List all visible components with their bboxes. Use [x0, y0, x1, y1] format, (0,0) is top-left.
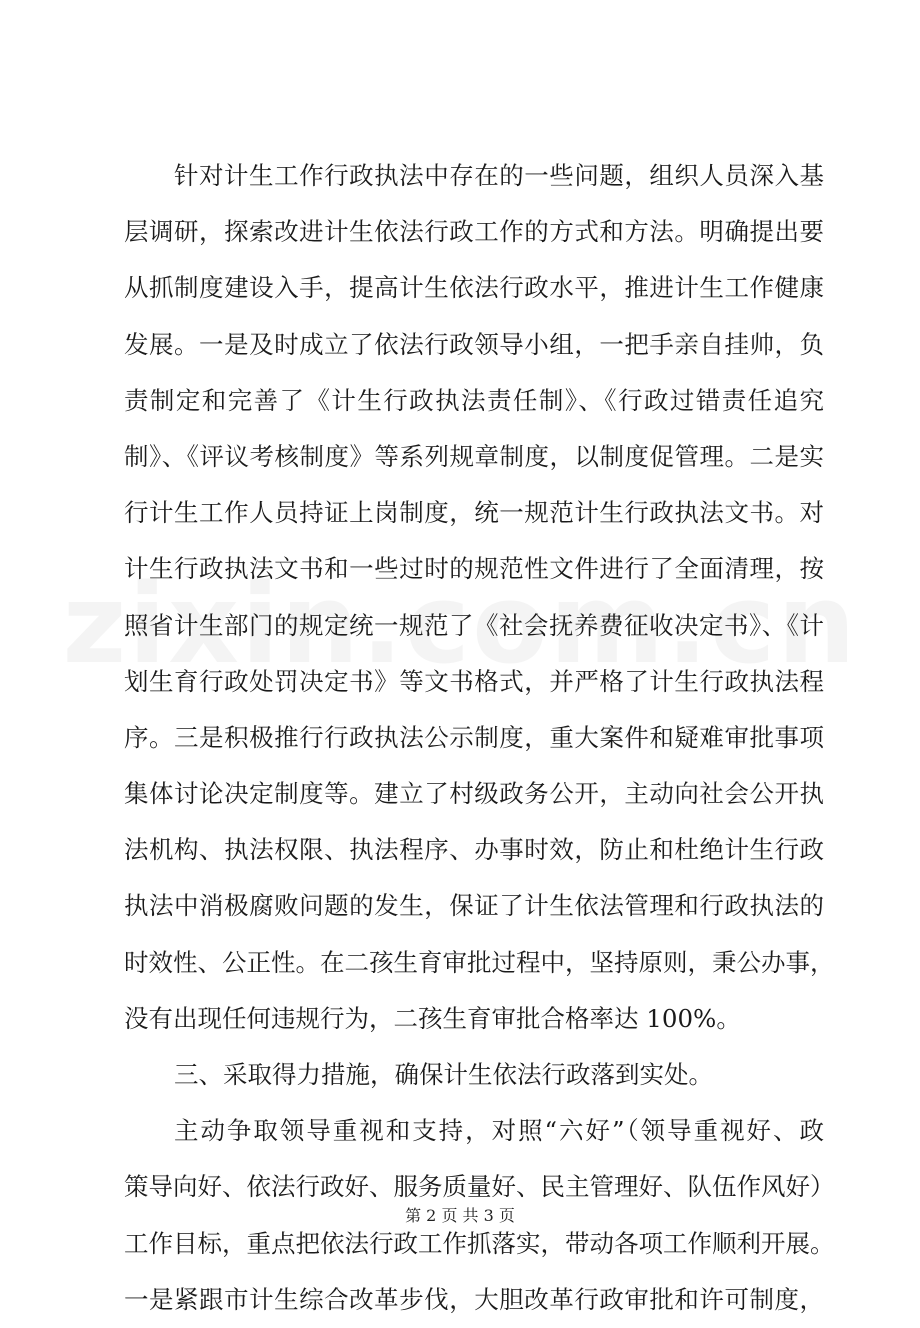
text-line: 时效性、公正性。在二孩生育审批过程中，坚持原则，秉公办事，	[124, 947, 835, 977]
text-line: 照省计生部门的规定统一规范了《社会抚养费征收决定书》、《计	[124, 610, 824, 640]
text-line: 没有出现任何违规行为，二孩生育审批合格率达 100%。	[124, 1003, 741, 1033]
text-line: 序。三是积极推行行政执法公示制度，重大案件和疑难审批事项	[124, 722, 824, 752]
page-footer: 第 2 页 共 3 页	[405, 1206, 515, 1225]
text-line: 集体讨论决定制度等。建立了村级政务公开，主动向社会公开执	[124, 779, 824, 809]
text-line: 针对计生工作行政执法中存在的一些问题，组织人员深入基	[174, 161, 824, 190]
text-line: 划生育行政处罚决定书》等文书格式，并严格了计生行政执法程	[124, 666, 824, 696]
text-line: 三、采取得力措施，确保计生依法行政落到实处。	[174, 1060, 713, 1089]
text-line: 制》、《评议考核制度》等系列规章制度，以制度促管理。二是实	[124, 441, 824, 471]
text-line: 层调研，探索改进计生依法行政工作的方式和方法。明确提出要	[124, 217, 824, 247]
text-line: 责制定和完善了《计生行政执法责任制》、《行政过错责任追究	[124, 385, 824, 415]
text-line: 从抓制度建设入手，提高计生依法行政水平，推进计生工作健康	[124, 273, 824, 303]
text-line: 计生行政执法文书和一些过时的规范性文件进行了全面清理，按	[124, 554, 824, 584]
text-line: 策导向好、依法行政好、服务质量好、民主管理好、队伍作风好）	[124, 1172, 835, 1202]
text-line: 法机构、执法权限、执法程序、办事时效，防止和杜绝计生行政	[124, 835, 824, 865]
text-line: 行计生工作人员持证上岗制度，统一规范计生行政执法文书。对	[124, 498, 824, 528]
text-line: 发展。一是及时成立了依法行政领导小组，一把手亲自挂帅，负	[124, 329, 824, 359]
text-line: 主动争取领导重视和支持，对照“六好”（领导重视好、政	[174, 1116, 824, 1146]
text-line: 执法中消极腐败问题的发生，保证了计生依法管理和行政执法的	[124, 891, 824, 921]
text-line: 工作目标，重点把依法行政工作抓落实，带动各项工作顺利开展。	[124, 1228, 835, 1258]
body-text	[124, 148, 835, 1328]
text-line: 一是紧跟市计生综合改革步伐，大胆改革行政审批和许可制度，	[124, 1284, 824, 1314]
